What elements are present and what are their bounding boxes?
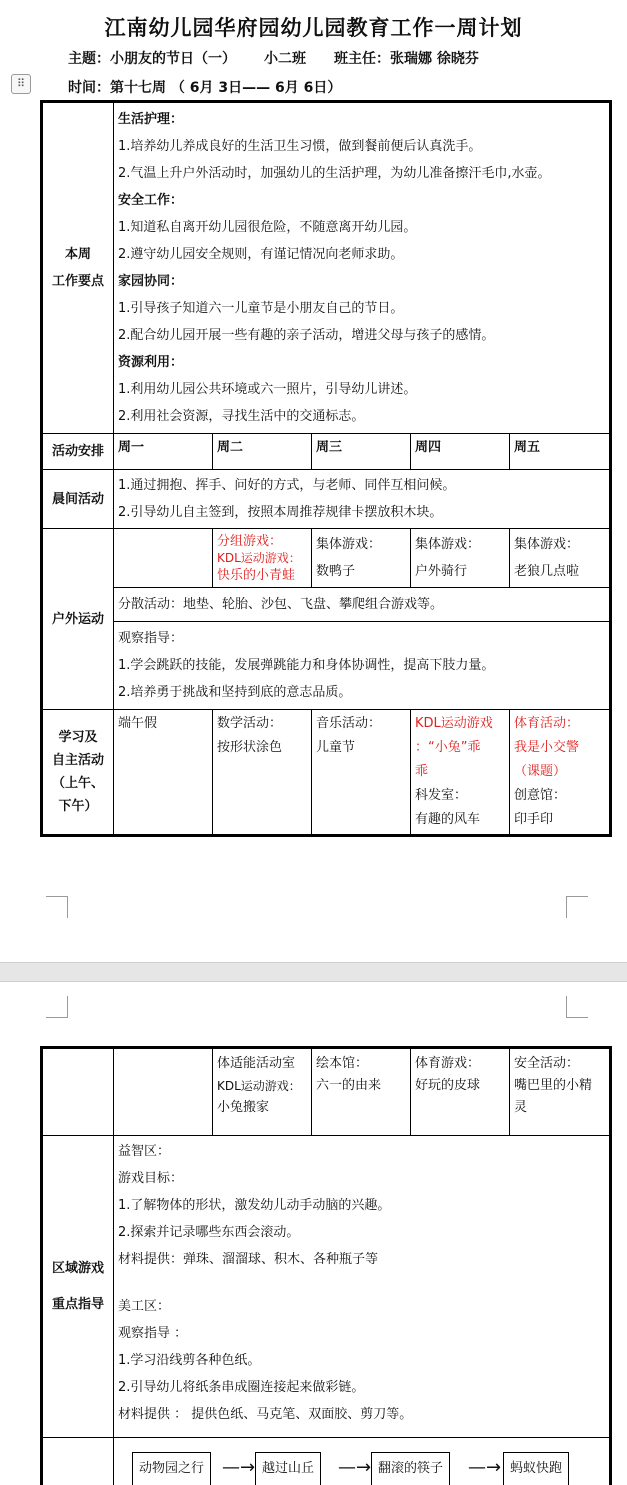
study-mon: 端午假 xyxy=(114,710,213,836)
page-corner-mark xyxy=(566,996,588,1018)
outdoor-scatter: 分散活动：地垫、轮胎、沙包、飞盘、攀爬组合游戏等。 xyxy=(114,588,611,622)
day-header-fri: 周五 xyxy=(510,434,611,470)
outdoor-mon xyxy=(114,529,213,588)
outdoor-observe-row xyxy=(42,622,611,710)
study-label: 学习及 自主活动 （上午、 下午） xyxy=(42,710,114,836)
study-continued-label xyxy=(42,1048,114,1136)
page-corner-mark xyxy=(46,896,68,918)
work-focus-label: 本周 工作要点 xyxy=(42,102,114,434)
morning-label: 晨间活动 xyxy=(42,470,114,529)
study-continued-tue: 体适能活动室 KDL运动游戏： 小兔搬家 xyxy=(213,1048,312,1136)
time-value: 第十七周 （ 6月 3日—— 6月 6日） xyxy=(110,80,342,96)
resource-title: 资源利用： xyxy=(118,355,184,370)
flow-step: 蚂蚁快跑 xyxy=(503,1452,569,1485)
page-gap xyxy=(0,962,627,982)
arrow-right-icon: —→ xyxy=(338,1457,372,1478)
outdoor-label: 户外运动 xyxy=(42,529,114,710)
flow-label xyxy=(42,1438,114,1485)
document-title: 江南幼儿园华府园幼儿园教育工作一周计划 xyxy=(104,15,523,40)
arrow-right-icon: —→ xyxy=(468,1457,502,1478)
outdoor-tue: 分组游戏： KDL运动游戏： 快乐的小青蛙 xyxy=(213,529,312,588)
schedule-header-row xyxy=(42,434,611,470)
weekly-plan-table-continued xyxy=(40,1046,612,1485)
morning-content xyxy=(114,470,611,529)
table-move-handle-icon[interactable]: ⠿ xyxy=(11,74,31,94)
weekly-plan-table xyxy=(40,100,612,837)
page-corner-mark xyxy=(46,996,68,1018)
study-continued-wed: 绘本馆： 六一的由来 xyxy=(312,1048,411,1136)
home-coop-title: 家园协同： xyxy=(118,274,184,289)
time-line xyxy=(68,77,341,97)
work-focus-row xyxy=(42,102,611,434)
home-coop-item: 2.配合幼儿园开展一些有趣的亲子活动，增进父母与孩子的感情。 xyxy=(118,328,495,343)
morning-activity-row xyxy=(42,470,611,529)
arrow-right-icon: —→ xyxy=(222,1457,256,1478)
outdoor-thu: 集体游戏： 户外骑行 xyxy=(411,529,510,588)
class-name: 小二班 xyxy=(264,51,306,67)
flow-step: 翻滚的筷子 xyxy=(371,1452,450,1485)
area-label: 区域游戏 重点指导 xyxy=(42,1136,114,1438)
day-header-tue: 周二 xyxy=(213,434,312,470)
flow-step: 动物园之行 xyxy=(132,1452,211,1485)
study-activity-row xyxy=(42,710,611,836)
area-guidance-row xyxy=(42,1136,611,1438)
outdoor-fri: 集体游戏： 老狼几点啦 xyxy=(510,529,611,588)
art-area-title: 美工区： xyxy=(118,1299,171,1314)
safety-title: 安全工作： xyxy=(118,193,184,208)
page-corner-mark xyxy=(566,896,588,918)
work-focus-content xyxy=(114,102,611,434)
resource-item: 2.利用社会资源，寻找生活中的交通标志。 xyxy=(118,409,365,424)
theme-value: 小朋友的节日（一） xyxy=(110,51,236,67)
outdoor-wed: 集体游戏： 数鸭子 xyxy=(312,529,411,588)
theme-label: 主题： xyxy=(68,51,110,67)
day-header-mon: 周一 xyxy=(114,434,213,470)
safety-item: 2.遵守幼儿园安全规则，有谨记情况向老师求助。 xyxy=(118,247,404,262)
flow-row xyxy=(42,1438,611,1485)
time-label: 时间： xyxy=(68,80,110,96)
study-fri: 体育活动： 我是小交警 （课题） 创意馆： 印手印 xyxy=(510,710,611,836)
outdoor-games-row xyxy=(42,529,611,588)
safety-item: 1.知道私自离开幼儿园很危险，不随意离开幼儿园。 xyxy=(118,220,417,235)
activity-flow xyxy=(118,1438,605,1485)
flow-content xyxy=(114,1438,611,1485)
day-header-wed: 周三 xyxy=(312,434,411,470)
schedule-label: 活动安排 xyxy=(42,434,114,470)
outdoor-scatter-row xyxy=(42,588,611,622)
theme-line xyxy=(68,48,479,68)
study-continued-thu: 体育游戏： 好玩的皮球 xyxy=(411,1048,510,1136)
outdoor-observe: 观察指导： 1.学会跳跃的技能，发展弹跳能力和身体协调性，提高下肢力量。 2.培养勇于挑战和坚持到底的意志品质。 xyxy=(114,622,611,710)
life-care-item: 1.培养幼儿养成良好的生活卫生习惯，做到餐前便后认真洗手。 xyxy=(118,139,482,154)
study-thu: KDL运动游戏 ：“小兔”乖 乖 科发室： 有趣的风车 xyxy=(411,710,510,836)
morning-item: 1.通过拥抱、挥手、问好的方式，与老师、同伴互相问候。 xyxy=(118,478,456,493)
area-content: 益智区： 游戏目标： 1.了解物体的形状，激发幼儿动手动脑的兴趣。 2.探索并记录哪些东西会滚动。 材料提供：弹珠、溜溜球、积木、各种瓶子等 美工区： 观察指导 ： 1.学习沿线剪各种色纸。 2.引导幼儿将纸条串成圈连接起来做彩链。 材料提供 ： 提供色纸、马克笔、双面胶、剪刀等。 xyxy=(114,1136,611,1438)
study-tue: 数学活动： 按形状涂色 xyxy=(213,710,312,836)
study-continued-fri: 安全活动： 嘴巴里的小精 灵 xyxy=(510,1048,611,1136)
resource-item: 1.利用幼儿园公共环境或六一照片，引导幼儿讲述。 xyxy=(118,382,417,397)
study-continued-row xyxy=(42,1048,611,1136)
puzzle-area-title: 益智区： xyxy=(118,1144,171,1159)
day-header-thu: 周四 xyxy=(411,434,510,470)
teacher-label: 班主任： xyxy=(334,51,390,67)
life-care-title: 生活护理： xyxy=(118,112,184,127)
flow-step: 越过山丘 xyxy=(255,1452,321,1485)
teacher-names: 张瑞娜 徐晓芬 xyxy=(390,51,479,67)
study-continued-mon xyxy=(114,1048,213,1136)
study-wed: 音乐活动： 儿童节 xyxy=(312,710,411,836)
home-coop-item: 1.引导孩子知道六一儿童节是小朋友自己的节日。 xyxy=(118,301,404,316)
life-care-item: 2.气温上升户外活动时，加强幼儿的生活护理，为幼儿准备擦汗毛巾,水壶。 xyxy=(118,166,551,181)
morning-item: 2.引导幼儿自主签到，按照本周推荐规律卡摆放积木块。 xyxy=(118,505,443,520)
